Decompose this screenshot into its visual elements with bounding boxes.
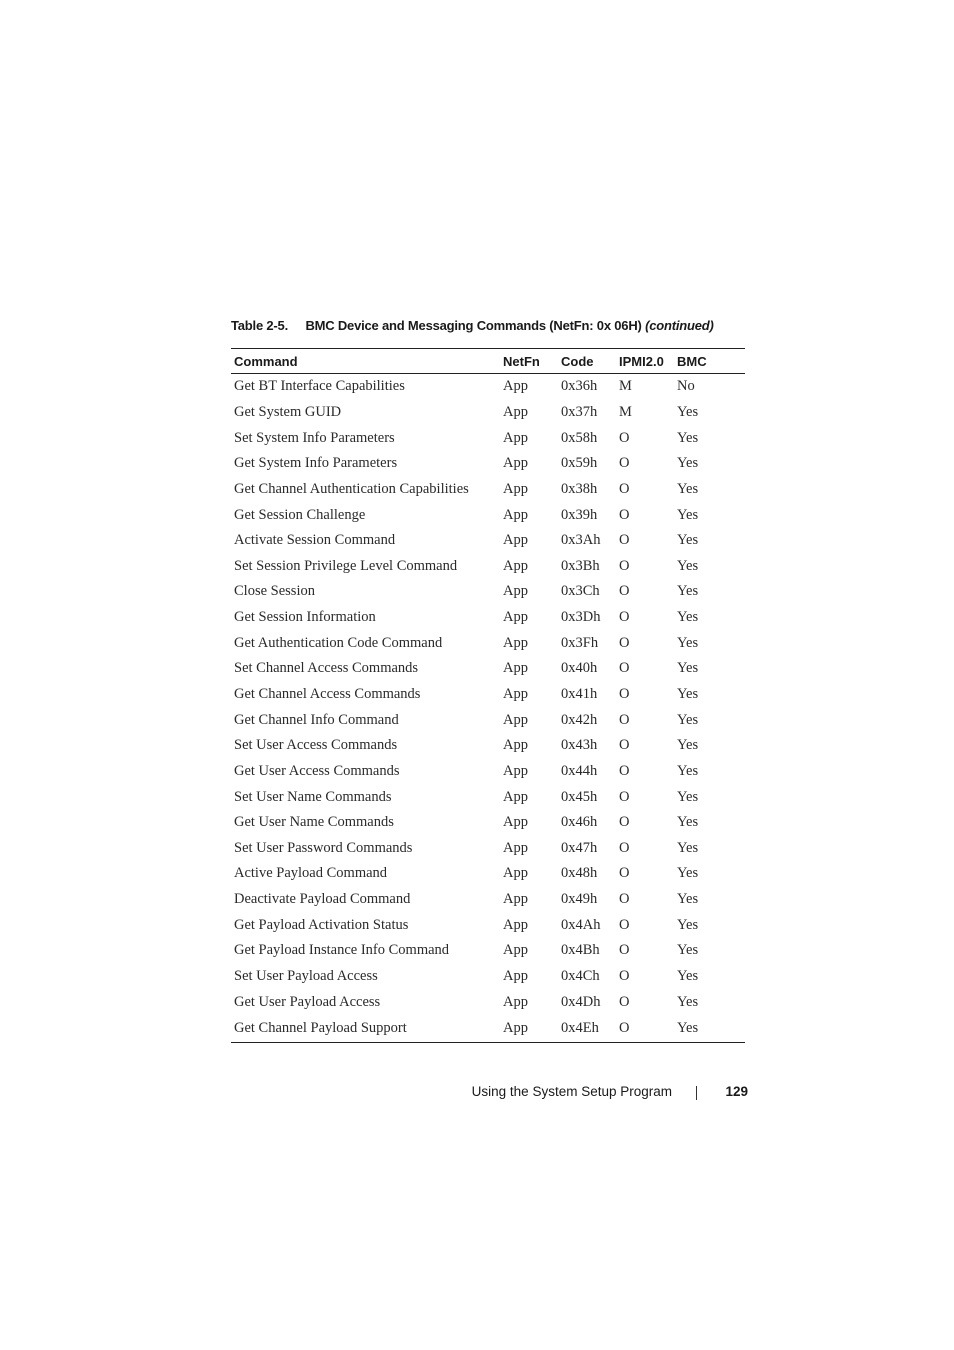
cell-command: Active Payload Command — [234, 865, 388, 882]
cell-bmc: Yes — [677, 403, 699, 420]
table-row — [231, 861, 745, 887]
cell-command: Set User Name Commands — [234, 788, 392, 805]
cell-bmc: Yes — [677, 865, 699, 882]
cell-ipmi: O — [619, 634, 630, 651]
cell-ipmi: O — [619, 891, 630, 908]
cell-command: Set User Password Commands — [234, 839, 413, 856]
cell-ipmi: O — [619, 532, 630, 549]
cell-ipmi: O — [619, 737, 630, 754]
table-row — [231, 733, 745, 759]
cell-netfn: App — [503, 480, 528, 497]
cell-code: 0x3Fh — [561, 634, 599, 651]
cell-netfn: App — [503, 557, 528, 574]
cell-command: Close Session — [234, 583, 315, 600]
table-body — [231, 374, 745, 1043]
cell-netfn: App — [503, 583, 528, 600]
cell-netfn: App — [503, 660, 528, 677]
cell-ipmi: M — [619, 378, 632, 395]
cell-netfn: App — [503, 968, 528, 985]
cell-command: Get Authentication Code Command — [234, 634, 443, 651]
cell-code: 0x42h — [561, 711, 598, 728]
cell-command: Get System GUID — [234, 403, 342, 420]
cell-command: Get Channel Authentication Capabilities — [234, 480, 469, 497]
cell-netfn: App — [503, 942, 528, 959]
cell-bmc: Yes — [677, 480, 699, 497]
table-caption — [231, 318, 714, 333]
table-row — [231, 630, 745, 656]
cell-netfn: App — [503, 609, 528, 626]
cell-command: Set Session Privilege Level Command — [234, 557, 458, 574]
cell-code: 0x38h — [561, 480, 598, 497]
cell-netfn: App — [503, 686, 528, 702]
cell-bmc: Yes — [677, 455, 699, 472]
cell-ipmi: O — [619, 839, 630, 856]
page-number: 129 — [725, 1084, 748, 1099]
cell-command: Get BT Interface Capabilities — [234, 378, 405, 395]
cell-code: 0x36h — [561, 378, 598, 395]
cell-ipmi: O — [619, 480, 630, 497]
cell-code: 0x4Ch — [561, 968, 600, 985]
cell-bmc: Yes — [677, 429, 699, 446]
cell-command: Set Channel Access Commands — [234, 660, 419, 677]
cell-code: 0x4Bh — [561, 942, 600, 959]
cell-command: Get User Name Commands — [234, 814, 394, 831]
cell-ipmi: O — [619, 762, 630, 779]
table-row — [231, 682, 745, 708]
cell-ipmi: O — [619, 968, 630, 985]
cell-ipmi: O — [619, 711, 630, 728]
cell-code: 0x48h — [561, 865, 598, 882]
cell-command: Get User Access Commands — [234, 762, 400, 779]
cell-command: Get Payload Activation Status — [234, 916, 409, 933]
cell-bmc: Yes — [677, 557, 699, 574]
cell-code: 0x39h — [561, 506, 598, 523]
table-row — [231, 887, 745, 913]
cell-ipmi: O — [619, 993, 630, 1010]
cell-bmc: Yes — [677, 609, 699, 626]
cell-command: Get Channel Access Commands — [234, 686, 421, 702]
table-row — [231, 810, 745, 836]
cell-ipmi: O — [619, 788, 630, 805]
cell-command: Get System Info Parameters — [234, 455, 398, 472]
cell-bmc: Yes — [677, 762, 699, 779]
cell-ipmi: O — [619, 660, 630, 677]
cell-code: 0x40h — [561, 660, 598, 677]
cell-netfn: App — [503, 378, 528, 395]
cell-netfn: App — [503, 916, 528, 933]
cell-ipmi: O — [616, 1015, 674, 1043]
cell-ipmi: O — [619, 429, 630, 446]
table-continued: (continued) — [645, 318, 714, 333]
cell-bmc: Yes — [677, 993, 699, 1010]
cell-netfn: App — [503, 403, 528, 420]
cell-command: Get Session Information — [234, 609, 376, 626]
cell-code: 0x45h — [561, 788, 598, 805]
cell-netfn: App — [503, 532, 528, 549]
cell-bmc: Yes — [677, 788, 699, 805]
cell-code: 0x44h — [561, 762, 598, 779]
table-header-row — [231, 349, 745, 374]
header-ipmi: IPMI2.0 — [616, 349, 674, 374]
cell-ipmi: O — [619, 506, 630, 523]
cell-ipmi: O — [619, 686, 630, 702]
cell-code: 0x37h — [561, 403, 598, 420]
cell-netfn: App — [503, 506, 528, 523]
cell-code: 0x46h — [561, 814, 598, 831]
table-row — [231, 579, 745, 605]
table-title: BMC Device and Messaging Commands (NetFn: 0x 06H) — [305, 318, 642, 333]
table-row — [231, 964, 745, 990]
cell-ipmi: O — [619, 814, 630, 831]
cell-code: 0x4Ah — [561, 916, 601, 933]
cell-bmc: Yes — [677, 814, 699, 831]
table-row — [231, 1015, 745, 1043]
cell-command: Set User Access Commands — [234, 737, 398, 754]
cell-code: 0x49h — [561, 891, 598, 908]
cell-code: 0x43h — [561, 737, 598, 754]
cell-netfn: App — [500, 1015, 558, 1043]
cell-netfn: App — [503, 891, 528, 908]
cell-bmc: Yes — [677, 711, 699, 728]
table-row — [231, 400, 745, 426]
cell-command: Get Channel Payload Support — [231, 1015, 500, 1043]
cell-bmc: Yes — [677, 686, 699, 702]
cell-command: Deactivate Payload Command — [234, 891, 411, 908]
cell-netfn: App — [503, 839, 528, 856]
table-row — [231, 553, 745, 579]
cell-ipmi: O — [619, 609, 630, 626]
table-row — [231, 912, 745, 938]
cell-bmc: Yes — [677, 660, 699, 677]
cell-command: Get Session Challenge — [234, 506, 366, 523]
cell-netfn: App — [503, 814, 528, 831]
header-bmc: BMC — [674, 349, 745, 374]
cell-bmc: Yes — [677, 583, 699, 600]
page-footer — [0, 1084, 954, 1104]
table-row — [231, 605, 745, 631]
cell-ipmi: O — [619, 583, 630, 600]
cell-code: 0x47h — [561, 839, 598, 856]
cell-code: 0x59h — [561, 455, 598, 472]
cell-bmc: Yes — [677, 532, 699, 549]
header-command: Command — [231, 349, 500, 374]
cell-command: Get Payload Instance Info Command — [234, 942, 450, 959]
cell-netfn: App — [503, 711, 528, 728]
table-row — [231, 836, 745, 862]
cell-bmc: Yes — [674, 1015, 745, 1043]
cell-ipmi: O — [619, 916, 630, 933]
cell-code: 0x3Ah — [561, 532, 601, 549]
cell-code: 0x3Bh — [561, 557, 600, 574]
cell-ipmi: O — [619, 865, 630, 882]
cell-bmc: Yes — [677, 634, 699, 651]
cell-command: Set User Payload Access — [234, 968, 378, 985]
cell-code: 0x4Eh — [558, 1015, 616, 1043]
cell-netfn: App — [503, 788, 528, 805]
cell-ipmi: O — [619, 455, 630, 472]
cell-code: 0x3Dh — [561, 609, 601, 626]
cell-bmc: Yes — [677, 891, 699, 908]
cell-code: 0x41h — [561, 686, 598, 702]
table-row — [231, 759, 745, 785]
table-row — [231, 374, 745, 400]
commands-table — [231, 348, 745, 1043]
cell-code: 0x4Dh — [561, 993, 601, 1010]
cell-netfn: App — [503, 865, 528, 882]
cell-netfn: App — [503, 993, 528, 1010]
cell-bmc: Yes — [677, 737, 699, 754]
cell-netfn: App — [503, 455, 528, 472]
cell-command: Activate Session Command — [234, 532, 396, 549]
cell-code: 0x58h — [561, 429, 598, 446]
cell-code: 0x3Ch — [561, 583, 600, 600]
footer-section-title: Using the System Setup Program — [471, 1084, 672, 1099]
cell-netfn: App — [503, 634, 528, 651]
cell-ipmi: M — [619, 403, 632, 420]
table-row — [231, 938, 745, 964]
table-row — [231, 502, 745, 528]
cell-ipmi: O — [619, 557, 630, 574]
cell-bmc: Yes — [677, 506, 699, 523]
table-row — [231, 707, 745, 733]
table-row — [231, 425, 745, 451]
cell-bmc: Yes — [677, 916, 699, 933]
table-row — [231, 451, 745, 477]
table-row — [231, 989, 745, 1015]
table-row — [231, 528, 745, 554]
cell-command: Get User Payload Access — [234, 993, 381, 1010]
cell-bmc: No — [677, 378, 695, 395]
header-code: Code — [558, 349, 616, 374]
cell-bmc: Yes — [677, 942, 699, 959]
cell-bmc: Yes — [677, 968, 699, 985]
cell-bmc: Yes — [677, 839, 699, 856]
table-row — [231, 784, 745, 810]
table-label: Table 2-5. — [231, 318, 289, 333]
cell-command: Get Channel Info Command — [234, 711, 399, 728]
header-netfn: NetFn — [500, 349, 558, 374]
cell-command: Set System Info Parameters — [234, 429, 395, 446]
cell-netfn: App — [503, 762, 528, 779]
footer-divider — [696, 1086, 697, 1100]
cell-netfn: App — [503, 737, 528, 754]
cell-netfn: App — [503, 429, 528, 446]
table-row — [231, 477, 745, 503]
table-row — [231, 656, 745, 682]
cell-ipmi: O — [619, 942, 630, 959]
